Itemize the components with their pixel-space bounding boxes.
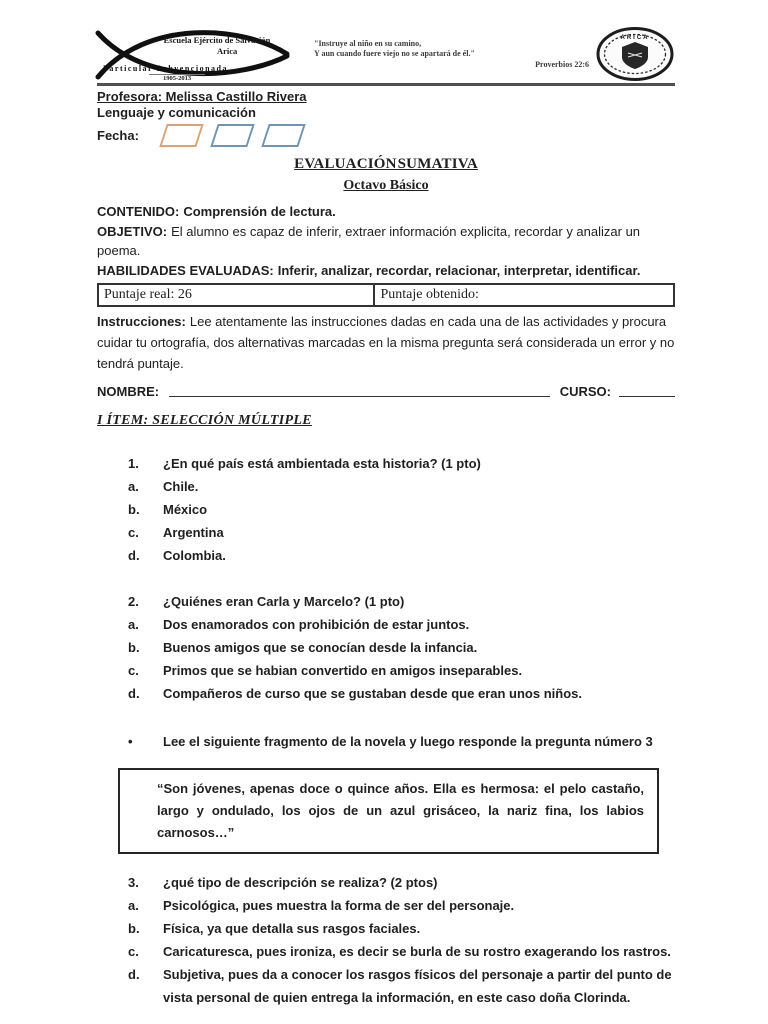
objective-label: OBJETIVO:: [97, 223, 168, 239]
skills-value: Inferir, analizar, recordar, relacionar, interpretar, identificar.: [277, 262, 641, 278]
document-page: [97, 0, 675, 1009]
teacher-name: Profesora: Melissa Castillo Rivera: [97, 89, 307, 104]
option-letter: c.: [128, 663, 139, 678]
question-text: ¿En qué país está ambientada esta historia? (1 pto): [163, 456, 481, 471]
school-logo: [97, 26, 302, 82]
question-2-option-b: [97, 636, 675, 659]
instructions-paragraph: [97, 311, 675, 374]
question-1-option-b: [97, 498, 675, 521]
option-letter: b.: [128, 640, 140, 655]
question-1-option-c: [97, 521, 675, 544]
objective-value: El alumno es capaz de inferir, extraer información explicita, recordar y analizar un poema.: [97, 223, 641, 258]
question-3-option-a: [97, 894, 675, 917]
score-obtained-cell: Puntaje obtenido:: [374, 284, 674, 306]
option-text: Subjetiva, pues da a conocer los rasgos físicos del personaje a partir del punto de vista personal de quien entrega la información, en este caso doña Clorinda.: [163, 967, 672, 1005]
school-type: Particular Subvencionada: [103, 64, 228, 73]
novel-fragment-box: “Son jóvenes, apenas doce o quince años. Ella es hermosa: el pelo castaño, largo y ondulado, los ojos de un azul grisáceo, la nariz fina, los labios carnosos…”: [118, 768, 659, 854]
content-label: CONTENIDO:: [97, 204, 180, 219]
exam-details: [97, 202, 675, 280]
exam-title-line: [97, 156, 675, 173]
shield-badge-icon: [595, 26, 675, 82]
subject-line: Lenguaje y comunicación: [97, 105, 256, 120]
date-box-3: [261, 124, 305, 147]
question-3-option-c: [97, 940, 675, 963]
content-value: Comprensión de lectura.: [183, 204, 336, 219]
bullet-icon: •: [128, 734, 133, 749]
question-number: 3.: [128, 875, 139, 890]
name-label: NOMBRE:: [97, 384, 160, 399]
teacher-line: [97, 89, 675, 104]
name-blank-line: [169, 384, 550, 397]
question-2-stem: [97, 590, 675, 613]
verse-line-2: Y aun cuando fuere viejo no se apartará de él.": [314, 48, 475, 58]
exam-title: EVALUACIÓN SUMATIVA: [294, 156, 478, 172]
question-3-option-d: [97, 963, 675, 1009]
svg-text:ARICA: ARICA: [620, 35, 650, 41]
question-3-option-b: [97, 917, 675, 940]
option-text: Caricaturesca, pues ironiza, es decir se burla de su rostro exagerando los rastros.: [163, 944, 671, 959]
school-name: Escuela Ejército de Salvación: [163, 35, 271, 45]
question-2-option-a: [97, 613, 675, 636]
school-city: Arica: [217, 46, 238, 56]
skills-label: HABILIDADES EVALUADAS:: [97, 262, 274, 278]
option-letter: d.: [128, 548, 140, 563]
score-table-row: [98, 284, 674, 306]
option-letter: a.: [128, 617, 139, 632]
content-line: [97, 202, 675, 222]
bible-verse: [302, 26, 595, 70]
question-number: 2.: [128, 594, 139, 609]
question-1-option-d: [97, 544, 675, 567]
section-title-line: [97, 411, 675, 429]
question-2-option-d: [97, 682, 675, 705]
exam-grade: Octavo Básico: [343, 178, 429, 193]
question-3: [97, 871, 675, 1009]
question-2: [97, 590, 675, 705]
instructions-label: Instrucciones:: [97, 314, 186, 329]
date-label: Fecha:: [97, 128, 139, 143]
course-blank-line: [619, 384, 675, 397]
option-letter: b.: [128, 921, 140, 936]
option-text: Chile.: [163, 479, 199, 494]
date-box-1: [159, 124, 203, 147]
question-1: [97, 452, 675, 567]
student-id-row: [97, 381, 675, 399]
objective-line: [97, 222, 675, 261]
score-real-cell: Puntaje real: 26: [98, 284, 374, 306]
question-3-stem: [97, 871, 675, 894]
option-letter: c.: [128, 944, 139, 959]
date-row: [97, 123, 675, 148]
verse-line-1: "Instruye al niño en su camino,: [314, 39, 422, 48]
option-text: Primos que se habian convertido en amigos inseparables.: [163, 663, 523, 678]
option-letter: a.: [128, 479, 139, 494]
option-text: Buenos amigos que se conocían desde la infancia.: [163, 640, 478, 655]
option-text: Física, ya que detalla sus rasgos faciales.: [163, 921, 421, 936]
question-2-option-c: [97, 659, 675, 682]
verse-reference: Proverbios 22:6: [535, 60, 589, 69]
score-table: [97, 283, 675, 307]
question-text: ¿qué tipo de descripción se realiza? (2 ptos): [163, 875, 438, 890]
date-box-2: [210, 124, 254, 147]
section-title: I ÍTEM: SELECCIÓN MÚLTIPLE: [97, 413, 312, 428]
question-1-option-a: [97, 475, 675, 498]
exam-subtitle-line: [97, 178, 675, 194]
school-years: 1905-2013: [149, 74, 205, 82]
question-1-stem: [97, 452, 675, 475]
reading-note-row: [97, 730, 675, 753]
letterhead: [97, 26, 675, 86]
option-text: Colombia.: [163, 548, 226, 563]
option-text: México: [163, 502, 208, 517]
instructions-text: Lee atentamente las instrucciones dadas en cada una de las actividades y procura cuidar tu ortografía, dos alternativas marcadas en la misma pregunta será considerada un error y no tendrá puntaje.: [97, 314, 675, 371]
question-number: 1.: [128, 456, 139, 471]
option-letter: a.: [128, 898, 139, 913]
option-text: Dos enamorados con prohibición de estar juntos.: [163, 617, 470, 632]
option-letter: c.: [128, 525, 139, 540]
skills-line: [97, 261, 675, 281]
reading-note: Lee el siguiente fragmento de la novela y luego responde la pregunta número 3: [163, 734, 653, 749]
option-letter: b.: [128, 502, 140, 517]
option-letter: d.: [128, 686, 140, 701]
option-text: Argentina: [163, 525, 224, 540]
option-letter: d.: [128, 967, 140, 982]
option-text: Psicológica, pues muestra la forma de ser del personaje.: [163, 898, 515, 913]
course-label: CURSO:: [559, 384, 611, 399]
school-badge: [595, 26, 675, 82]
question-text: ¿Quiénes eran Carla y Marcelo? (1 pto): [163, 594, 405, 609]
option-text: Compañeros de curso que se gustaban desde que eran unos niños.: [163, 686, 582, 701]
